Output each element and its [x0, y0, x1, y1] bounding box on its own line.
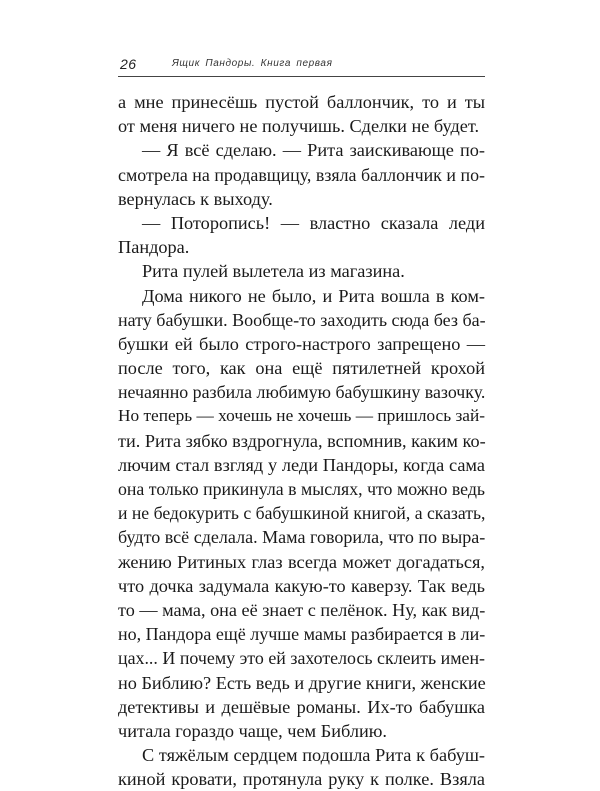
text-line: киной кровати, протянула руку к полке. Взяла	[118, 769, 485, 790]
text-line: что дочка задумала какую-то каверзу. Так ведь	[118, 575, 485, 596]
text-line: но, Пандора ещё лучше мамы разбирается в ли-	[118, 624, 486, 645]
text-line: от меня ничего не получишь. Сделки не будет.	[118, 116, 480, 137]
text-line: ти. Рита зябко вздрогнула, вспомнив, каким ко-	[118, 430, 486, 451]
page-header	[118, 56, 485, 78]
text-line: лючим стал взгляд у леди Пандоры, когда сама	[118, 454, 485, 475]
page-number: 26	[120, 56, 137, 72]
body-text	[118, 90, 485, 791]
text-line: то — мама, она её знает с пелёнок. Ну, как вид-	[118, 599, 486, 620]
text-line: нату бабушки. Вообще-то заходить сюда без ба-	[118, 309, 486, 330]
text-line: цах... И почему это ей захотелось склеить имен-	[118, 648, 485, 669]
text-line: Рита пулей вылетела из магазина.	[142, 261, 405, 282]
text-line: жению Ритиных глаз всегда может догадаться,	[118, 551, 485, 572]
text-line: Дома никого не было, и Рита вошла в ком-	[142, 285, 485, 306]
running-head: Ящик Пандоры. Книга первая	[172, 58, 333, 69]
text-line: Пандора.	[118, 237, 190, 258]
text-line: но Библию? Есть ведь и другие книги, женские	[118, 672, 486, 693]
text-line: Но теперь — хочешь не хочешь — пришлось зай-	[118, 406, 485, 426]
text-line: нечаянно разбила любимую бабушкину вазочку.	[118, 382, 486, 403]
text-line: вернулась к выходу.	[118, 188, 273, 209]
text-line: смотрела на продавщицу, взяла баллончик и по-	[118, 164, 485, 185]
text-line: — Я всё сделаю. — Рита заискивающе по-	[142, 140, 485, 161]
text-line: С тяжёлым сердцем подошла Рита к бабуш-	[142, 745, 485, 766]
text-line: будто всё сделала. Мама говорила, что по выра-	[118, 527, 486, 548]
header-rule	[118, 76, 485, 77]
text-line: бушки ей было строго-настрого запрещено —	[118, 333, 485, 354]
text-line: а мне принесёшь пустой баллончик, то и ты	[118, 92, 485, 112]
text-line: после того, как она ещё пятилетней крохой	[118, 358, 485, 379]
text-line: она только прикинула в мыслях, что можно ведь	[118, 479, 485, 499]
text-line: детективы и дешёвые романы. Их-то бабушка	[118, 696, 485, 717]
text-line: — Поторопись! — властно сказала леди	[142, 212, 485, 233]
text-line: и не бедокурить с бабушкиной книгой, а сказать,	[118, 503, 486, 524]
text-line: читала гораздо чаще, чем Библию.	[118, 720, 387, 741]
